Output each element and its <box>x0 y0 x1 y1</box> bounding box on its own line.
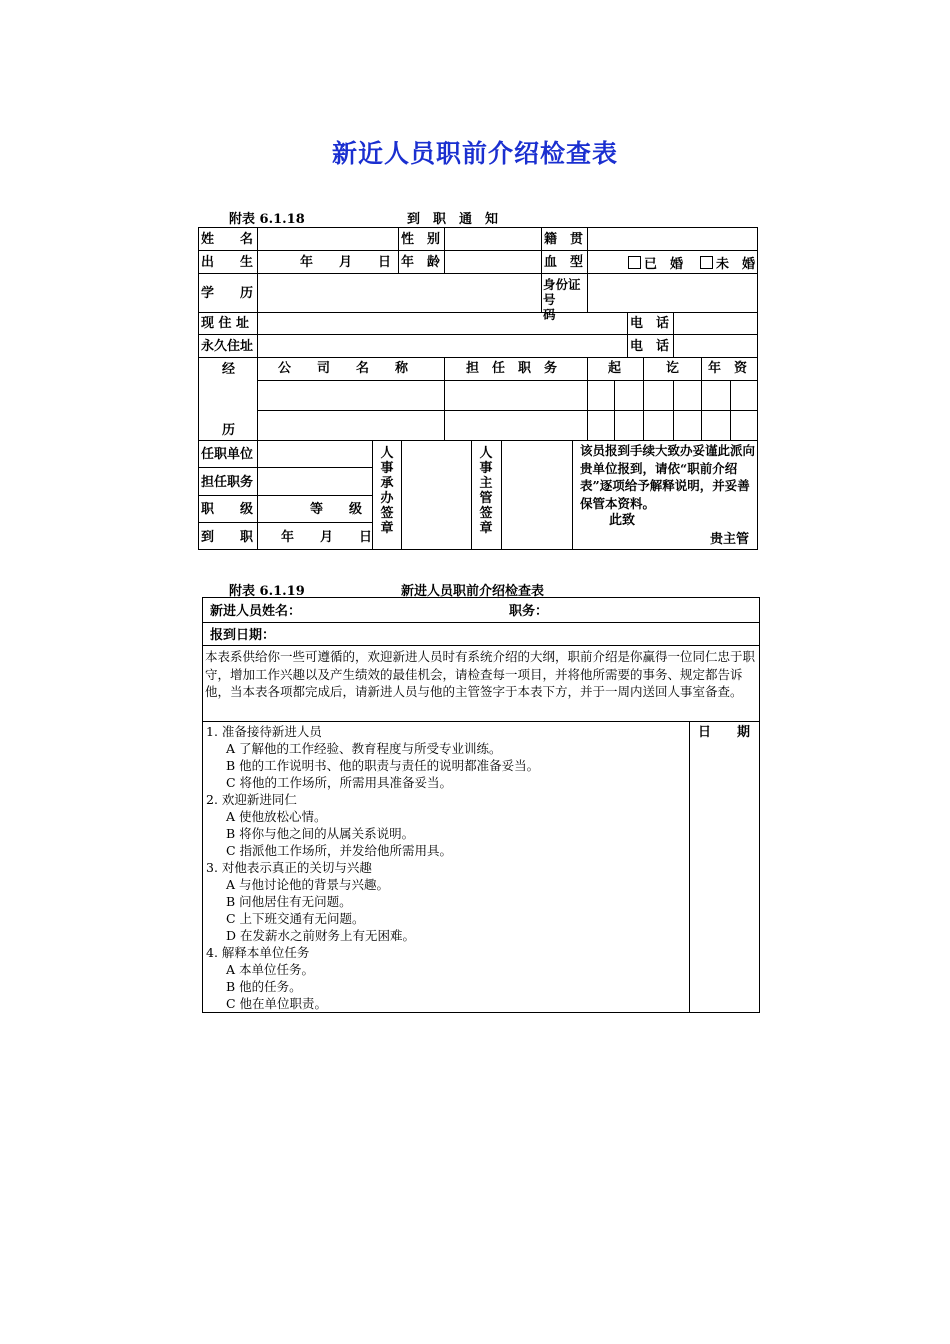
checklist-item: C 上下班交通有无问题。 <box>226 911 365 926</box>
rank-label: 职 级 <box>201 502 254 517</box>
section-title: 3. 对他表示真正的关切与兴趣 <box>206 860 372 875</box>
checklist-item: C 他在单位职责。 <box>226 996 328 1011</box>
checklist-item: B 将你与他之间的从属关系说明。 <box>226 826 415 841</box>
section-title: 1. 准备接待新进人员 <box>206 724 322 739</box>
phone-label-2: 电 话 <box>630 339 670 354</box>
arrival-date-label: 年 月 日 <box>281 530 373 545</box>
experience-label-top: 经 <box>222 362 236 377</box>
name-label: 姓 名 <box>201 232 254 247</box>
blood-type-label: 血 型 <box>544 255 584 270</box>
grade-label: 等 级 <box>310 502 363 517</box>
experience-label-bottom: 历 <box>222 423 236 438</box>
from-header: 起 <box>608 361 622 376</box>
checklist-item: B 他的任务。 <box>226 979 302 994</box>
married-option[interactable]: 已 婚 <box>628 256 683 271</box>
company-name-header: 公 司 名 称 <box>278 361 409 376</box>
arrival-label: 到 职 <box>201 530 254 545</box>
checklist-item: A 与他讨论他的背景与兴趣。 <box>226 877 390 892</box>
form2-title: 新进人员职前介绍检查表 <box>401 584 545 599</box>
closing-text: 此致 <box>609 513 636 528</box>
to-header: 讫 <box>666 361 680 376</box>
gender-label: 性 别 <box>401 232 441 247</box>
age-label: 年 龄 <box>401 255 441 270</box>
form1-title: 到 职 通 知 <box>407 212 499 227</box>
checklist-item: D 在发薪水之前财务上有无困难。 <box>226 928 415 943</box>
page-title: 新近人员职前介绍检查表 <box>331 139 618 168</box>
form1-label: 附表 6.1.18 <box>229 212 305 227</box>
phone-label: 电 话 <box>630 316 670 331</box>
arrival-notice-text: 该员报到手续大致办妥谨此派向贵单位报到，请依“职前介绍表”逐项给予解释说明，并妥善保管本资料。 <box>580 443 756 511</box>
birth-label: 出 生 <box>201 255 254 270</box>
checklist-item: A 使他放松心情。 <box>226 809 327 824</box>
checklist-item: C 指派他工作场所，并发给他所需用具。 <box>226 843 453 858</box>
date-column-header: 日 期 <box>698 725 751 740</box>
current-address-label: 现 住 址 <box>201 316 250 331</box>
unmarried-option[interactable]: 未 婚 <box>700 256 755 271</box>
intro-paragraph: 本表系供给你一些可遵循的，欢迎新进人员时有系统介绍的大纲，职前介绍是你赢得一位同仁忠于职守，增加工作兴趣以及产生绩效的最佳机会，请检查每一项目，并将他所需要的事务、规定都告诉他，当本表各项都完成后，请新进人员与他的主管签字于本表下方，并于一周内送回人事室备查。 <box>205 649 756 699</box>
checklist-item: A 本单位任务。 <box>226 962 315 977</box>
checklist-item: B 他的工作说明书、他的职责与责任的说明都准备妥当。 <box>226 758 540 773</box>
education-label: 学 历 <box>201 286 254 301</box>
permanent-address-label: 永久住址 <box>201 339 254 354</box>
checklist-item: A 了解他的工作经验、教育程度与所受专业训练。 <box>226 741 502 756</box>
section-title: 2. 欢迎新进同仁 <box>206 792 297 807</box>
position-label: 担任职务 <box>201 475 254 490</box>
new-hire-name-label: 新进人员姓名： <box>210 604 302 619</box>
position-held-header: 担 任 职 务 <box>466 361 558 376</box>
birth-date-label: 年 月 日 <box>300 255 392 270</box>
section-title: 4. 解释本单位任务 <box>206 945 310 960</box>
checklist <box>206 723 686 1012</box>
recipient-text: 贵主管 <box>710 532 750 547</box>
native-place-label: 籍 贯 <box>544 232 584 247</box>
hr-officer-sign-label: 人事承办签章 <box>380 446 394 536</box>
hr-manager-sign-label: 人事主管签章 <box>479 446 493 536</box>
id-number-label: 身份证号 码 <box>543 277 581 322</box>
annual-salary-header: 年 资 <box>708 361 748 376</box>
form2-label: 附表 6.1.19 <box>229 584 305 599</box>
unmarried-checkbox[interactable] <box>700 256 713 269</box>
checklist-item: B 问他居住有无问题。 <box>226 894 352 909</box>
married-checkbox[interactable] <box>628 256 641 269</box>
report-date-label: 报到日期： <box>210 628 276 643</box>
new-hire-position-label: 职务： <box>509 604 549 619</box>
checklist-item: C 将他的工作场所，所需用具准备妥当。 <box>226 775 453 790</box>
unit-label: 任职单位 <box>201 447 254 462</box>
